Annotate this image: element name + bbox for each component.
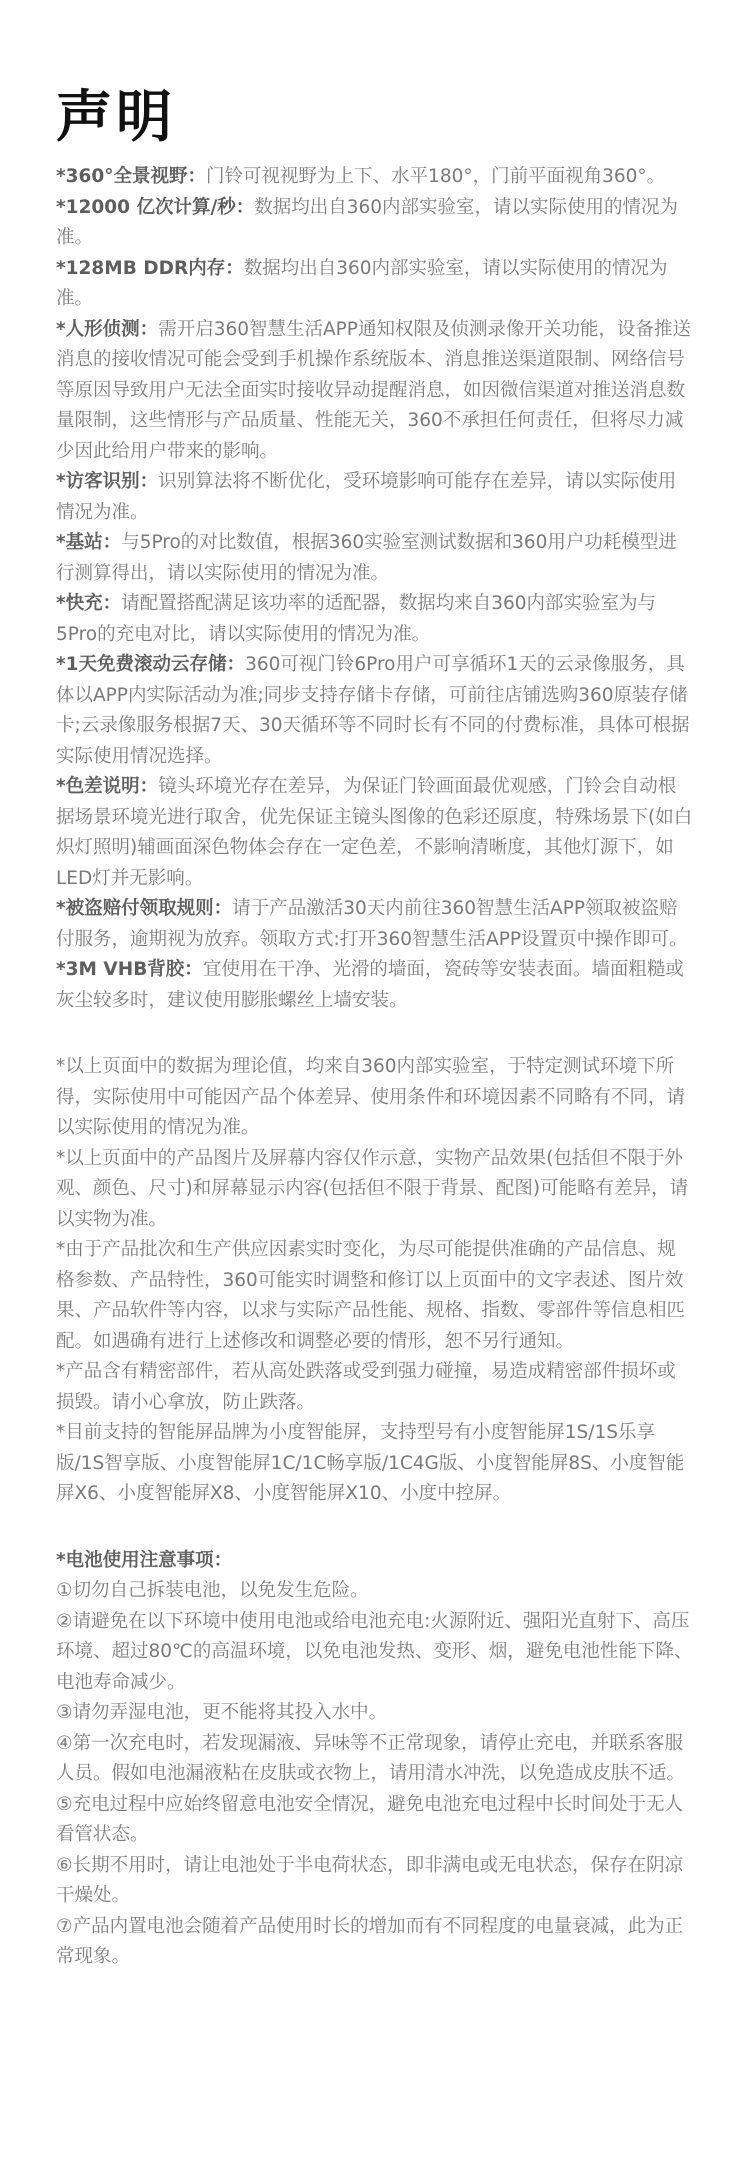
claim-item — [56, 193, 694, 254]
section-spacer — [56, 1016, 694, 1052]
claim-item — [56, 528, 694, 589]
claim-text: 需开启360智慧生活APP通知权限及侦测录像开关功能，设备推送消息的接收情况可能会受到手机操作系统版本、消息推送渠道限制、网络信号等原因导致用户无法全面实时接收异动提醒消息，如因微信渠道对推送消息数量限制，这些情形与产品质量、性能无关，360不承担任何责任，但将尽力减少因此给用户带来的影响。 — [56, 318, 691, 462]
claim-key: *3M VHB背胶： — [56, 959, 203, 980]
claim-key: *被盗赔付领取规则： — [56, 898, 233, 919]
claim-item — [56, 589, 694, 650]
claim-text: 数据均出自360内部实验室，请以实际使用的情况为准。 — [56, 196, 679, 248]
claim-item — [56, 772, 694, 894]
battery-item: ⑤充电过程中应始终留意电池安全情况，避免电池充电过程中长时间处于无人看管状态。 — [56, 1793, 684, 1845]
claim-item — [56, 162, 694, 193]
claim-key: *128MB DDR内存： — [56, 257, 244, 279]
battery-item: ⑥长期不用时，请让电池处于半电荷状态，即非满电或无电状态，保存在阴凉干燥处。 — [56, 1854, 684, 1906]
section-spacer — [56, 1510, 694, 1546]
claim-item — [56, 955, 694, 1016]
note-item: *由于产品批次和生产供应因素实时变化，为尽可能提供准确的产品信息、规格参数、产品特性，360可能实时调整和修订以上页面中的文字表述、图片效果、产品软件等内容，以求与实际产品性能、规格、指数、零部件等信息相匹配。如遇确有进行上述修改和调整必要的情形，恕不另行通知。 — [56, 1239, 686, 1352]
claim-text: 镜头环境光存在差异，为保证门铃画面最优观感，门铃会自动根据场景环境光进行取舍，优先保证主镜头图像的色彩还原度，特殊场景下(如白炽灯照明)辅画面深色物体会存在一定色差，不影响清晰度，其他灯源下，如LED灯并无影响。 — [56, 776, 693, 889]
claim-text: 门铃可视视野为上下、水平180°，门前平面视角360°。 — [206, 166, 666, 187]
claim-item — [56, 467, 694, 528]
claim-key: *360°全景视野： — [56, 166, 207, 187]
page-title: 声明 — [56, 85, 176, 150]
claim-text: 与5Pro的对比数值，根据360实验室测试数据和360用户功耗模型进行测算得出，请以实际使用的情况为准。 — [56, 532, 677, 584]
battery-item: ⑦产品内置电池会随着产品使用时长的增加而有不同程度的电量衰减，此为正常现象。 — [56, 1915, 684, 1967]
claim-text: 识别算法将不断优化，受环境影响可能存在差异，请以实际使用情况为准。 — [56, 471, 677, 523]
battery-item: ②请避免在以下环境中使用电池或给电池充电:火源附近、强阳光直射下、高压环境、超过80℃的高温环境，以免电池发热、变形、烟，避免电池性能下降、电池寿命减少。 — [56, 1610, 693, 1693]
claim-text: 请配置搭配满足该功率的适配器，数据均来自360内部实验室为与5Pro的充电对比，请以实际使用的情况为准。 — [56, 593, 657, 645]
claim-item — [56, 315, 694, 468]
claim-text: 请于产品激活30天内前往360智慧生活APP领取被盗赔付服务，逾期视为放弃。领取方式:打开360智慧生活APP设置页中操作即可。 — [56, 898, 688, 950]
claim-key: *12000 亿次计算/秒： — [56, 196, 255, 218]
battery-item: ①切勿自己拆装电池，以免发生危险。 — [56, 1580, 369, 1601]
note-item: *产品含有精密部件，若从高处跌落或受到强力碰撞，易造成精密部件损坏或损毁。请小心拿放，防止跌落。 — [56, 1361, 676, 1413]
battery-item: ③请勿弄湿电池，更不能将其投入水中。 — [56, 1702, 388, 1723]
claim-key: *色差说明： — [56, 776, 159, 797]
battery-title: *电池使用注意事项： — [56, 1549, 233, 1571]
claim-text: 数据均出自360内部实验室，请以实际使用的情况为准。 — [56, 257, 668, 309]
claims-section — [56, 162, 694, 1016]
claim-key: *基站： — [56, 532, 122, 553]
battery-item: ④第一次充电时，若发现漏液、异味等不正常现象，请停止充电，并联系客服人员。假如电池漏液粘在皮肤或衣物上，请用清水冲洗，以免造成皮肤不适。 — [56, 1732, 686, 1784]
note-item: *以上页面中的产品图片及屏幕内容仅作示意，实物产品效果(包括但不限于外观、颜色、尺寸)和屏幕显示内容(包括但不限于背景、配图)可能略有差异，请以实物为准。 — [56, 1147, 689, 1230]
claim-item — [56, 254, 694, 315]
claim-key: *1天免费滚动云存储： — [56, 654, 246, 675]
note-item: *以上页面中的数据为理论值，均来自360内部实验室，于特定测试环境下所得，实际使用中可能因产品个体差异、使用条件和环境因素不同略有不同，请以实际使用的情况为准。 — [56, 1056, 686, 1138]
claim-item — [56, 894, 694, 955]
claim-key: *访客识别： — [56, 471, 159, 492]
claim-key: *人形侦测： — [56, 318, 159, 340]
note-item: *目前支持的智能屏品牌为小度智能屏，支持型号有小度智能屏1S/1S乐享版/1S智享版、小度智能屏1C/1C畅享版/1C4G版、小度智能屏8S、小度智能屏X6、小度智能屏X8、小度智能屏X10、小度中控屏。 — [56, 1422, 685, 1504]
notes-section — [56, 1052, 694, 1510]
claim-item — [56, 650, 694, 772]
claim-text: 宜使用在干净、光滑的墙面，瓷砖等安装表面。墙面粗糙或灰尘较多时，建议使用膨胀螺丝上墙安装。 — [56, 959, 684, 1011]
claim-key: *快充： — [56, 593, 122, 614]
claim-text: 360可视门铃6Pro用户可享循环1天的云录像服务，具体以APP内实际活动为准;同步支持存储卡存储，可前往店铺选购360原装存储卡;云录像服务根据7天、30天循环等不同时长有不同的付费标准，具体可根据实际使用情况选择。 — [56, 654, 690, 767]
battery-section — [56, 1546, 694, 1973]
